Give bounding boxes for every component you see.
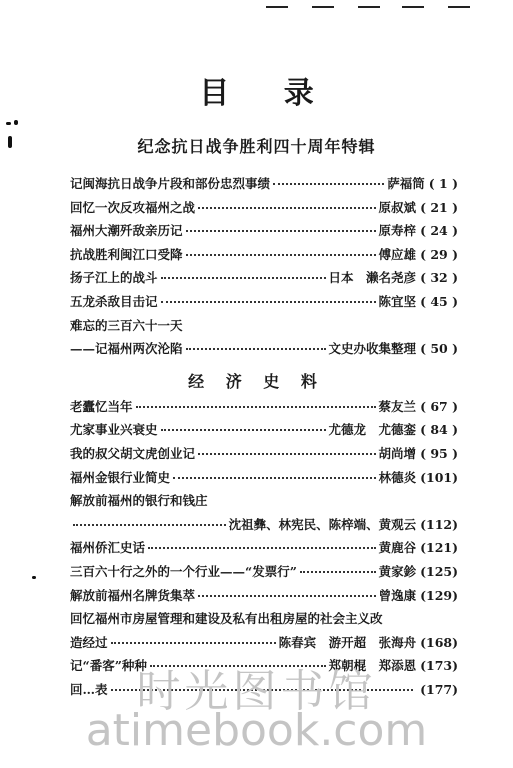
dot-leader <box>111 642 276 644</box>
section-heading: 纪念抗日战争胜利四十周年特辑 <box>137 137 376 156</box>
margin-mark <box>6 122 11 125</box>
toc-entry <box>70 420 458 444</box>
entry-author: 傅应雄 <box>378 246 417 262</box>
toc-entry <box>70 633 458 657</box>
toc-entry <box>70 609 458 633</box>
entry-page: ( 84 ) <box>420 422 458 438</box>
entry-author: 黄鹿谷 <box>378 540 417 556</box>
watermark-en: atimebook.com <box>85 705 428 756</box>
entry-author: 陈宜坚 <box>378 293 417 309</box>
entry-author: 原叔斌 <box>378 199 417 215</box>
entry-author: 萨福筒 <box>387 176 425 191</box>
watermark-cn: 时光图书馆 <box>136 666 377 717</box>
dot-leader <box>136 406 376 408</box>
margin-mark <box>14 120 18 125</box>
entry-page: (177) <box>420 681 458 697</box>
toc-entry <box>70 444 458 468</box>
entry-title: 福州金银行业简史 <box>70 469 171 485</box>
entry-page: (173) <box>420 658 458 674</box>
entry-author: 郑朝棍 郑添恩 <box>328 658 417 674</box>
dot-leader <box>73 524 226 526</box>
entry-author: 原寿梓 <box>378 223 417 239</box>
entry-author: 陈春宾 游开超 张海舟 <box>278 634 417 650</box>
dot-leader <box>186 254 376 256</box>
toc-entry <box>70 562 458 586</box>
toc-entry <box>70 198 458 222</box>
entry-page: (101) <box>420 469 458 485</box>
dot-leader <box>198 595 376 597</box>
entry-page: ( 50 ) <box>420 341 458 357</box>
entry-author: 黄家鉁 <box>378 563 417 579</box>
toc-entry <box>70 538 458 562</box>
toc-entry <box>70 586 458 610</box>
entry-author: 蔡友兰 <box>378 398 417 414</box>
entry-page: (129) <box>420 587 458 603</box>
entry-author: 胡尚增 <box>378 445 417 461</box>
dot-leader <box>161 277 326 279</box>
entry-title: 抗战胜利闽江口受降 <box>70 246 183 262</box>
entry-title: 福州侨汇史话 <box>70 540 146 556</box>
entry-author: 沈祖彝、林宪民、陈梓端、黄观云 <box>228 516 417 532</box>
toc-entry <box>70 515 458 539</box>
dot-leader <box>161 301 376 303</box>
entry-author: 文史办收集整理 <box>328 341 417 357</box>
entry-author: 林德炎 <box>378 469 417 485</box>
entry-title: 记闽海抗日战争片段和部份忠烈事绩 <box>70 176 271 191</box>
entry-page: ( 32 ) <box>420 270 458 286</box>
dot-leader <box>273 183 384 185</box>
entry-title: 造经过 <box>70 634 108 650</box>
entry-page: ( 29 ) <box>420 246 458 262</box>
toc-entry <box>70 491 458 515</box>
entry-title: 解放前福州名牌货集萃 <box>70 587 196 603</box>
entry-title: 福州大潮歼敌亲历记 <box>70 223 183 239</box>
toc-entry <box>70 292 458 316</box>
dot-leader <box>186 348 326 350</box>
entry-title: 五龙杀敌目击记 <box>70 293 158 309</box>
toc-entry <box>70 174 458 198</box>
entry-page: (121) <box>420 540 458 556</box>
toc-entry <box>70 268 458 292</box>
entry-author: 尤德龙 尤德銮 <box>328 422 417 438</box>
entry-page: ( 67 ) <box>420 398 458 414</box>
entry-title: 三百六十行之外的一个行业——“发票行” <box>70 563 297 579</box>
dot-leader <box>173 477 376 479</box>
dot-leader <box>198 207 376 209</box>
entry-title: 老蠹忆当年 <box>70 398 133 414</box>
scan-mark <box>402 6 424 8</box>
page-title: 目 录 <box>199 76 336 111</box>
toc-entry <box>70 245 458 269</box>
scan-mark <box>266 6 288 8</box>
entry-title: 回忆福州市房屋管理和建设及私有出租房屋的社会主义改 <box>70 611 383 627</box>
margin-mark <box>32 576 36 579</box>
entry-page: ( 1 ) <box>428 176 458 191</box>
entry-title: 难忘的三百六十一天 <box>70 317 183 333</box>
entry-page: ( 45 ) <box>420 293 458 309</box>
dot-leader <box>161 429 326 431</box>
entry-page: (125) <box>420 563 458 579</box>
toc-entry <box>70 221 458 245</box>
toc-entry <box>70 468 458 492</box>
entry-title: 扬子江上的战斗 <box>70 270 158 286</box>
dot-leader <box>148 547 376 549</box>
entry-page: (112) <box>420 516 458 532</box>
toc-list <box>70 174 458 703</box>
entry-page: (168) <box>420 634 458 650</box>
dot-leader <box>300 571 376 573</box>
section-heading: 经 济 史 料 <box>188 372 325 391</box>
scan-mark <box>358 6 380 8</box>
entry-title: 解放前福州的银行和钱庄 <box>70 493 208 509</box>
entry-title: 回忆一次反攻福州之战 <box>70 199 196 215</box>
entry-title: 回…表 <box>70 681 108 697</box>
entry-title: 我的叔父胡文虎创业记 <box>70 445 196 461</box>
scan-mark <box>312 6 334 8</box>
entry-author: 日本 濑名尧彦 <box>328 270 417 286</box>
entry-author: 曾逸康 <box>378 587 417 603</box>
entry-page: ( 21 ) <box>420 199 458 215</box>
entry-page: ( 24 ) <box>420 223 458 239</box>
entry-title: 尤家事业兴衰史 <box>70 422 158 438</box>
entry-title: 记“番客”种种 <box>70 658 147 674</box>
entry-title: ——记福州两次沦陷 <box>70 341 183 357</box>
toc-entry <box>70 339 458 363</box>
entry-page: ( 95 ) <box>420 445 458 461</box>
toc-entry <box>70 316 458 340</box>
toc-entry <box>70 397 458 421</box>
dot-leader <box>186 230 376 232</box>
dot-leader <box>198 453 376 455</box>
scan-mark <box>448 6 470 8</box>
scan-edge-marks <box>250 0 513 14</box>
